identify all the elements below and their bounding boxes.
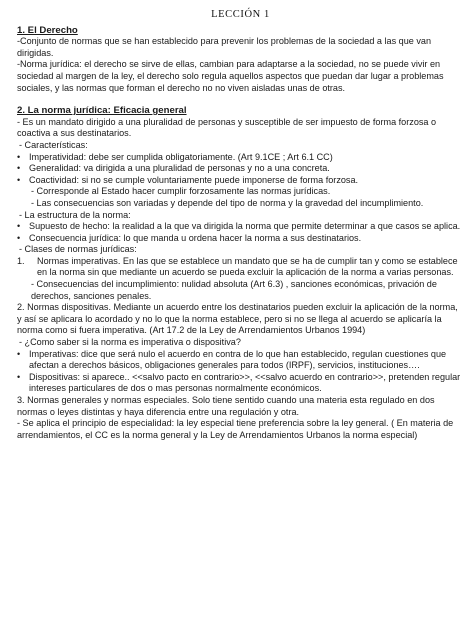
s1-paragraph-2: -Norma jurídica: el derecho se sirve de ellas, cambian para adaptarse a la sociedad, no se puede vivir en sociedad al margen de la ley, el derecho solo regula aquellos aspectos que puedan dar lugar a problemas sociales, y las normas que forman el derecho no no viven aisladas unas de otras.: [17, 59, 444, 93]
bullet-icon: •: [17, 163, 21, 174]
coactividad-sub-1: - Corresponde al Estado hacer cumplir forzosamente las normas jurídicas.: [31, 186, 331, 197]
bullet-icon: •: [17, 174, 21, 185]
list-item: • Coactividad: si no se cumple voluntariamente puede imponerse de forma forzosa.: [17, 174, 359, 185]
list-item: • Imperativas: dice que será nulo el acuerdo en contra de lo que han establecido, regulan cuestiones que afectan a derechos básicos, obligaciones generales para todos (IRPF), servicios, instituciones….: [17, 348, 447, 371]
list-item: • Dispositivas: si aparece.. <<salvo pacto en contrario>>, <<salvo acuerdo en contrario>>, pretenden regular intereses particulares de dos o mas personas normalmente económicos.: [17, 371, 461, 394]
bullet-icon: •: [17, 151, 21, 162]
estructura-label: - La estructura de la norma:: [19, 209, 131, 220]
principio-especialidad: - Se aplica el principio de especialidad: la ley especial tiene preferencia sobre la ley general. ( En materia de arrendamientos, el CC es la norma general y la Ley de Arrendamientos Urbanos la norma especial): [17, 418, 454, 440]
s2-intro: - Es un mandato dirigido a una pluralidad de personas y susceptible de ser impuesto de forma forzosa o coactiva a sus destinatarios.: [17, 116, 437, 139]
consecuencias-incumplimiento: - Consecuencias del incumplimiento: nulidad absoluta (Art 6.3) , sanciones económicas, privación de derechos, sanciones penales.: [31, 279, 437, 301]
list-item: • Generalidad: va dirigida a una pluralidad de personas y no a una concreta.: [17, 163, 330, 174]
list-item: • Consecuencia jurídica: lo que manda u ordena hacer la norma a sus destinatarios.: [17, 232, 362, 243]
bullet-icon: •: [17, 221, 21, 232]
bullet-icon: •: [17, 232, 21, 243]
list-item: • Supuesto de hecho: la realidad a la que va dirigida la norma que permite determinar a que casos se aplica.: [17, 221, 461, 232]
normas-dispositivas: 2. Normas dispositivas. Mediante un acuerdo entre los destinatarios pueden excluir la aplicación de la norma, y así se aplicara lo acordado y no lo que la norma establece, pero si no se llega al acuerdo se aplicaría la norma como si fuera imperativa. (Art 17.2 de la Ley de Arrendamientos Urbanos 1994): [17, 302, 458, 336]
bullet-icon: •: [17, 348, 21, 359]
normas-generales-especiales: 3. Normas generales y normas especiales. Solo tiene sentido cuando una materia esta regulado en dos normas o leyes distintas y haya diferencia entre una regulación y otra.: [17, 395, 435, 417]
page-title: LECCIÓN 1: [211, 9, 270, 20]
coactividad-sub-2: - Las consecuencias son variadas y depende del tipo de norma y la gravedad del incumplimiento.: [31, 197, 424, 208]
s1-paragraph-1: -Conjunto de normas que se han establecido para prevenir los problemas de la sociedad a las que van dirigidas.: [17, 36, 432, 58]
como-saber-label: - ¿Como saber si la norma es imperativa o dispositiva?: [19, 337, 241, 348]
section-2-heading: 2. La norma jurídica: Eficacia general: [17, 105, 187, 117]
clases-label: - Clases de normas jurídicas:: [19, 244, 137, 255]
numbered-item: 1. Normas imperativas. En las que se establece un mandato que se ha de cumplir tan y como se establece en la norma sin que mediante un acuerdo se pueda excluir la aplicación de la norma a varias personas.: [17, 255, 458, 278]
bullet-icon: •: [17, 371, 21, 382]
list-item: • Imperatividad: debe ser cumplida obligatoriamente. (Art 9.1CE ; Art 6.1 CC): [17, 151, 333, 162]
section-1-heading: 1. El Derecho: [17, 24, 78, 36]
caracteristicas-label: - Características:: [19, 139, 88, 150]
